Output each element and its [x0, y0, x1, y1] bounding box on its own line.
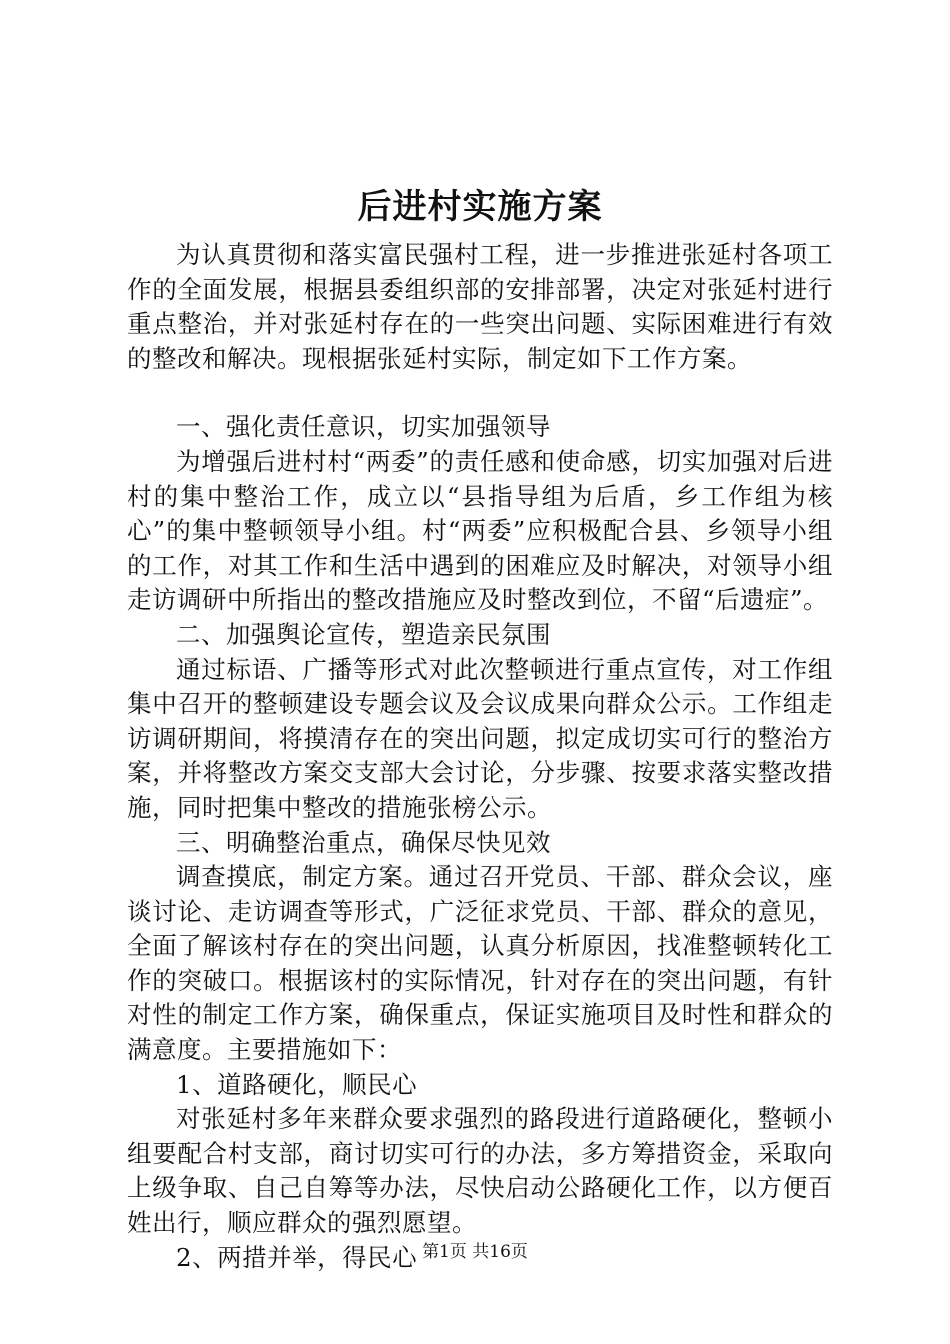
intro-paragraph: 为认真贯彻和落实富民强村工程，进一步推进张延村各项工作的全面发展，根据县委组织部的安排部署，决定对张延村进行重点整治，并对张延村存在的一些突出问题、实际困难进行有效的整改和解决。现根据张延村实际，制定如下工作方案。: [127, 240, 833, 373]
item-1-heading: 1、道路硬化，顺民心: [176, 1069, 418, 1099]
item-1-body: 对张延村多年来群众要求强烈的路段进行道路硬化，整顿小组要配合村支部，商讨切实可行的办法，多方筹措资金，采取向上级争取、自己自筹等办法，尽快启动公路硬化工作，以方便百姓出行，顺应群众的强烈愿望。: [127, 1104, 833, 1238]
section-3-body: 调查摸底，制定方案。通过召开党员、干部、群众会议，座谈讨论、走访调查等形式，广泛征求党员、干部、群众的意见，全面了解该村存在的突出问题，认真分析原因，找准整顿转化工作的突破口。根据该村的实际情况，针对存在的突出问题，有针对性的制定工作方案，确保重点，保证实施项目及时性和群众的满意度。主要措施如下：: [127, 862, 833, 1065]
section-2-body: 通过标语、广播等形式对此次整顿进行重点宣传，对工作组集中召开的整顿建设专题会议及会议成果向群众公示。工作组走访调研期间，将摸清存在的突出问题，拟定成切实可行的整治方案，并将整改方案交支部大会讨论，分步骤、按要求落实整改措施，同时把集中整改的措施张榜公示。: [127, 654, 833, 822]
document-title: 后进村实施方案: [357, 187, 603, 227]
section-1-heading: 一、强化责任意识，切实加强领导: [176, 412, 551, 442]
section-1-body: 为增强后进村村“两委”的责任感和使命感，切实加强对后进村的集中整治工作，成立以“县指导组为后盾，乡工作组为核心”的集中整顿领导小组。村“两委”应积极配合县、乡领导小组的工作，对其工作和生活中遇到的困难应及时解决，对领导小组走访调研中所指出的整改措施应及时整改到位，不留“后遗症”。: [127, 446, 833, 615]
page-number-footer: 第1页 共16页: [422, 1242, 528, 1262]
section-2-heading: 二、加强舆论宣传，塑造亲民氛围: [176, 619, 551, 649]
paragraph-spacer: [127, 376, 833, 410]
document-page: [127, 178, 833, 1275]
item-2-heading: 2、两措并举，得民心: [176, 1242, 418, 1272]
section-3-heading: 三、明确整治重点，确保尽快见效: [176, 827, 551, 857]
